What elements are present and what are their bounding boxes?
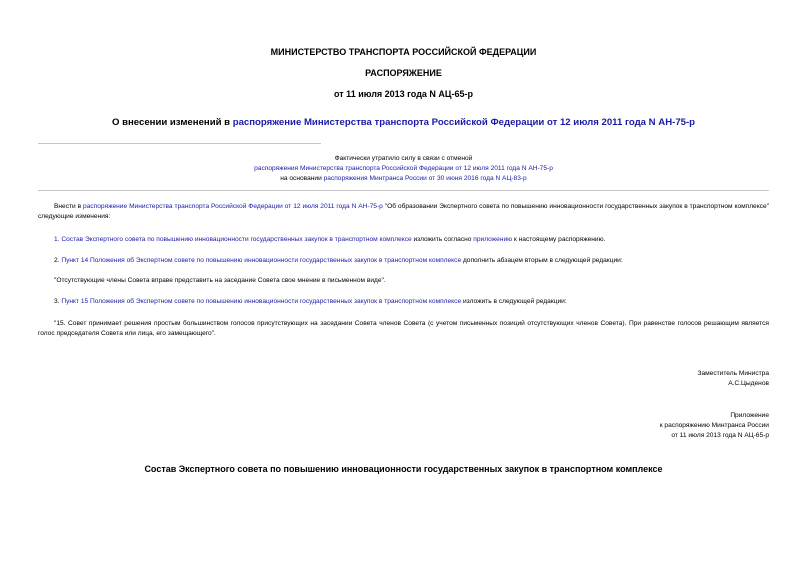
- item-2-quote: "Отсутствующие члены Совета вправе представить на заседание Совета свое мнение в письменном виде".: [54, 277, 386, 284]
- intro-order-link[interactable]: распоряжение Министерства транспорта Российской Федерации от 12 июля 2011 года N АН-75-р: [83, 203, 383, 210]
- signature-block: [697, 369, 769, 389]
- intro-prefix: Внести в: [54, 203, 84, 210]
- order-date-heading: от 11 июля 2013 года N АЦ-65-р: [334, 89, 473, 99]
- intro-paragraph: [38, 202, 769, 222]
- item-1-paragraph: [38, 235, 769, 245]
- item-2-paragraph: [38, 256, 769, 266]
- divider-short: [38, 143, 321, 144]
- item-1-middle: изложить согласно: [411, 236, 474, 243]
- ministry-heading: МИНИСТЕРСТВО ТРАНСПОРТА РОССИЙСКОЙ ФЕДЕРАЦИИ: [270, 47, 537, 57]
- signatory-name: А.С.Цыденов: [728, 380, 769, 387]
- title-prefix: О внесении изменений в: [111, 117, 233, 128]
- document-title: [0, 117, 807, 128]
- appendix-order-date: от 11 июля 2013 года N АЦ-65-р: [671, 432, 769, 439]
- item-2-clause-14-link[interactable]: Пункт 14 Положения об Экспертном совете по повышению инновационности государственных закупок в транспортном комплексе: [61, 257, 462, 264]
- appendix-header: [660, 411, 769, 441]
- item-1-appendix-link[interactable]: приложению: [473, 236, 513, 243]
- title-amended-order-link[interactable]: распоряжение Министерства транспорта Российской Федерации от 12 июля 2011 года N АН-75-р: [232, 117, 696, 128]
- item-1-number: 1.: [54, 236, 62, 243]
- item-3-suffix: изложить в следующей редакции:: [461, 298, 567, 305]
- item-3-quote: "15. Совет принимает решения простым большинством голосов присутствующих на заседании Совета членов Совета (с учетом письменных позиций отсутствующих членов Совета). При равенстве голосов решающим является голос председателя Совета или лица, его замещающего".: [38, 320, 769, 337]
- item-1-composition-link[interactable]: Состав Экспертного совета по повышению инновационности государственных закупок в транспортном комплексе: [61, 236, 412, 243]
- cancelled-order-link[interactable]: распоряжения Министерства транспорта Российской Федерации от 12 июля 2011 года N АН-75-р: [254, 165, 553, 172]
- appendix-label: Приложение: [730, 412, 769, 419]
- item-3-paragraph: [38, 297, 769, 307]
- lost-force-note: Фактически утратило силу в связи с отменой: [334, 155, 473, 162]
- document-type-heading: РАСПОРЯЖЕНИЕ: [365, 68, 442, 78]
- intro-text: "Об образовании Экспертного совета по повышению инновационности государственных закупок в транспортном комплексе" следующие изменения:: [38, 203, 769, 220]
- basis-prefix: на основании: [280, 175, 324, 182]
- item-2-number: 2.: [54, 257, 62, 264]
- item-1-suffix: к настоящему распоряжению.: [512, 236, 606, 243]
- appendix-order-ref: к распоряжению Минтранса России: [659, 422, 769, 429]
- lost-force-basis: [200, 174, 607, 184]
- basis-order-link[interactable]: распоряжения Минтранса России от 30 июня 2016 года N АЦ-83-р: [323, 175, 527, 182]
- lost-force-cancelled-order: [200, 164, 607, 174]
- appendix-title: Состав Экспертного совета по повышению инновационности государственных закупок в транспортном комплексе: [144, 464, 663, 474]
- item-2-suffix: дополнить абзацем вторым в следующей редакции:: [461, 257, 623, 264]
- item-3-clause-15-link[interactable]: Пункт 15 Положения об Экспертном совете по повышению инновационности государственных закупок в транспортном комплексе: [61, 298, 462, 305]
- item-3-number: 3.: [54, 298, 62, 305]
- signatory-position: Заместитель Министра: [697, 370, 769, 377]
- divider-full: [38, 190, 769, 191]
